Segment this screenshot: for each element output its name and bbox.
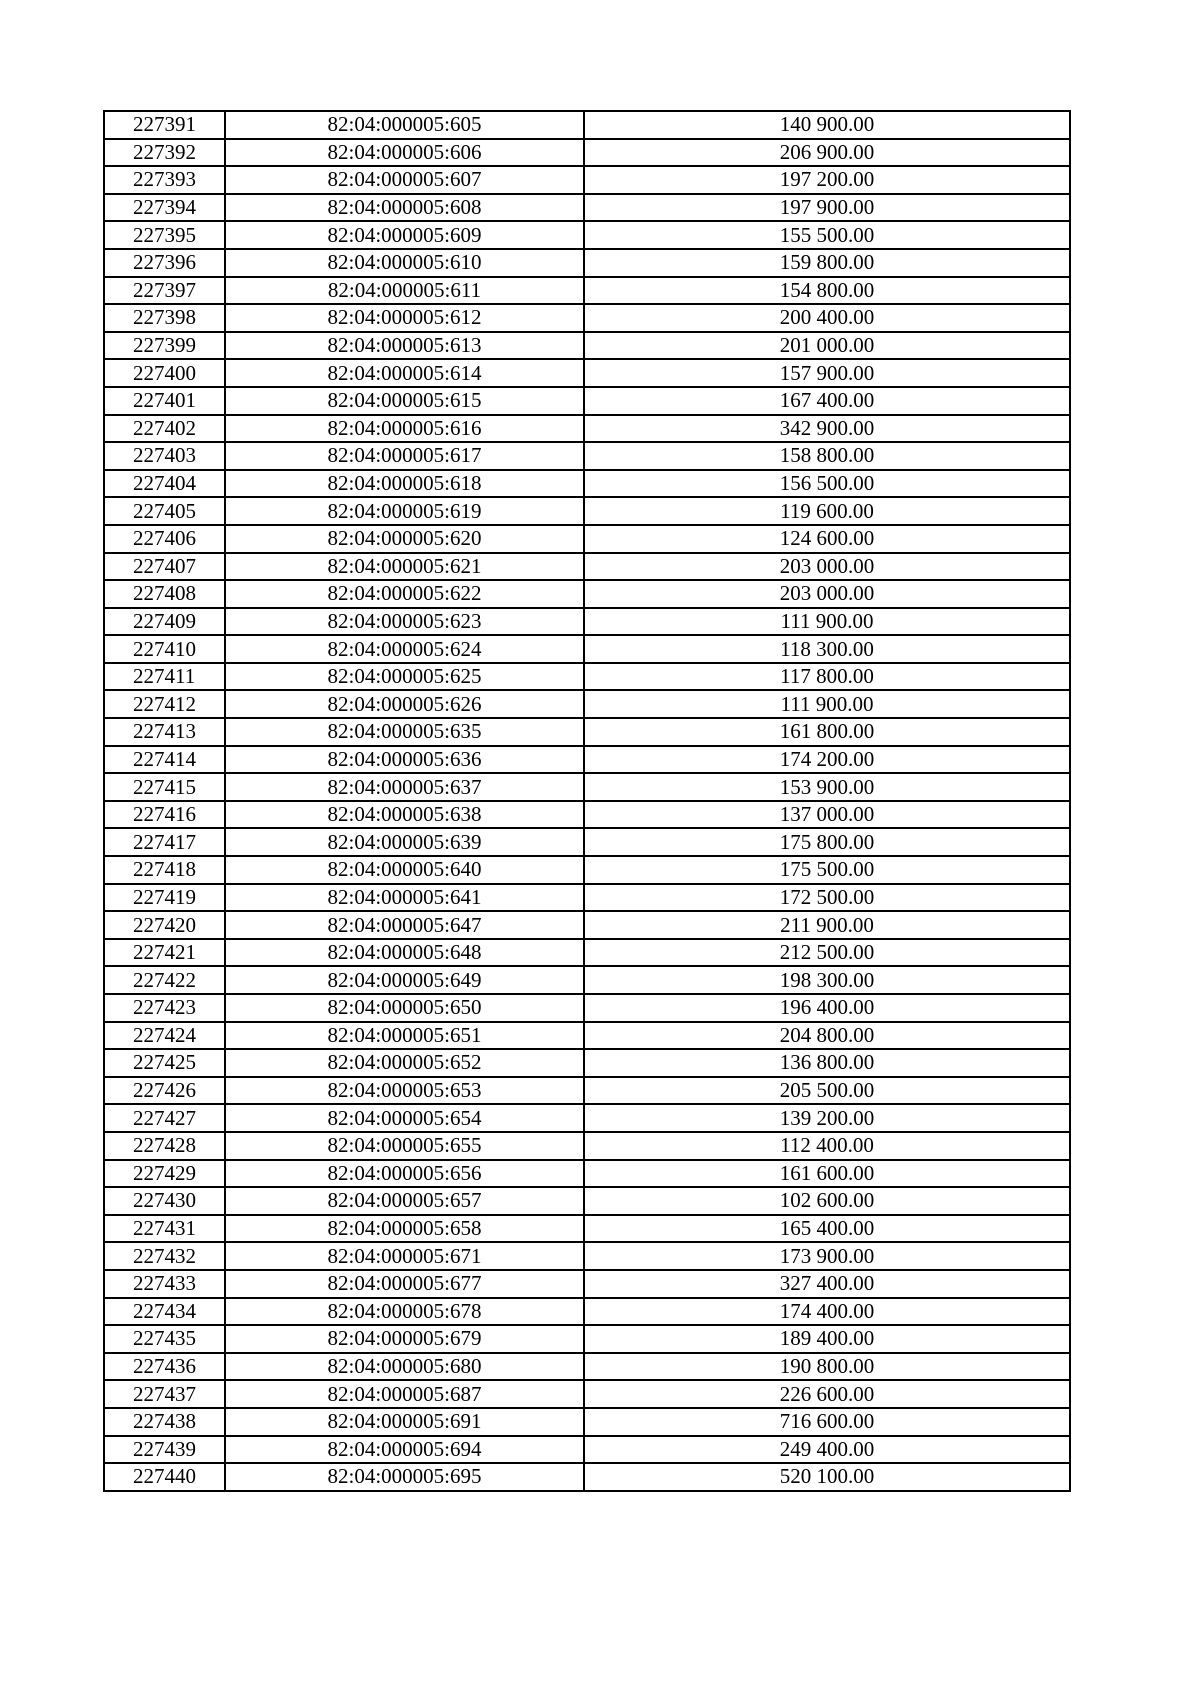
cadastral-value-cell: 167 400.00: [584, 387, 1070, 415]
row-number-cell: 227400: [104, 359, 225, 387]
row-number-cell: 227417: [104, 828, 225, 856]
row-number-cell: 227433: [104, 1270, 225, 1298]
cadastral-value-cell: 203 000.00: [584, 580, 1070, 608]
cadastral-number-cell: 82:04:000005:671: [225, 1242, 584, 1270]
cadastral-number-cell: 82:04:000005:679: [225, 1325, 584, 1353]
row-number-cell: 227428: [104, 1132, 225, 1160]
table-row: [104, 1242, 1070, 1270]
table-row: [104, 111, 1070, 139]
cadastral-number-cell: 82:04:000005:620: [225, 525, 584, 553]
row-number-cell: 227432: [104, 1242, 225, 1270]
row-number-cell: 227408: [104, 580, 225, 608]
table-row: [104, 1380, 1070, 1408]
cadastral-number-cell: 82:04:000005:638: [225, 801, 584, 829]
cadastral-number-cell: 82:04:000005:623: [225, 608, 584, 636]
cadastral-number-cell: 82:04:000005:649: [225, 966, 584, 994]
cadastral-number-cell: 82:04:000005:694: [225, 1436, 584, 1464]
table-row: [104, 277, 1070, 305]
cadastral-number-cell: 82:04:000005:647: [225, 911, 584, 939]
row-number-cell: 227393: [104, 166, 225, 194]
table-row: [104, 359, 1070, 387]
cadastral-number-cell: 82:04:000005:607: [225, 166, 584, 194]
row-number-cell: 227409: [104, 608, 225, 636]
table-row: [104, 1132, 1070, 1160]
table-row: [104, 1270, 1070, 1298]
row-number-cell: 227419: [104, 884, 225, 912]
row-number-cell: 227420: [104, 911, 225, 939]
row-number-cell: 227402: [104, 415, 225, 443]
row-number-cell: 227424: [104, 1022, 225, 1050]
cadastral-number-cell: 82:04:000005:605: [225, 111, 584, 139]
table-row: [104, 249, 1070, 277]
cadastral-number-cell: 82:04:000005:641: [225, 884, 584, 912]
row-number-cell: 227440: [104, 1463, 225, 1491]
cadastral-value-cell: 190 800.00: [584, 1353, 1070, 1381]
row-number-cell: 227435: [104, 1325, 225, 1353]
cadastral-value-cell: 156 500.00: [584, 470, 1070, 498]
cadastral-number-cell: 82:04:000005:656: [225, 1160, 584, 1188]
cadastral-number-cell: 82:04:000005:617: [225, 442, 584, 470]
cadastral-value-cell: 716 600.00: [584, 1408, 1070, 1436]
table-row: [104, 1298, 1070, 1326]
cadastral-value-cell: 196 400.00: [584, 994, 1070, 1022]
table-row: [104, 221, 1070, 249]
row-number-cell: 227391: [104, 111, 225, 139]
cadastral-number-cell: 82:04:000005:611: [225, 277, 584, 305]
cadastral-value-cell: 197 200.00: [584, 166, 1070, 194]
cadastral-number-cell: 82:04:000005:635: [225, 718, 584, 746]
table-row: [104, 994, 1070, 1022]
table-row: [104, 1077, 1070, 1105]
cadastral-value-cell: 327 400.00: [584, 1270, 1070, 1298]
table-row: [104, 966, 1070, 994]
table-row: [104, 1463, 1070, 1491]
cadastral-value-table: [103, 110, 1071, 1492]
cadastral-value-cell: 137 000.00: [584, 801, 1070, 829]
cadastral-number-cell: 82:04:000005:626: [225, 690, 584, 718]
cadastral-number-cell: 82:04:000005:651: [225, 1022, 584, 1050]
cadastral-number-cell: 82:04:000005:653: [225, 1077, 584, 1105]
cadastral-number-cell: 82:04:000005:648: [225, 939, 584, 967]
cadastral-value-cell: 175 800.00: [584, 828, 1070, 856]
cadastral-value-cell: 161 600.00: [584, 1160, 1070, 1188]
row-number-cell: 227399: [104, 332, 225, 360]
cadastral-number-cell: 82:04:000005:610: [225, 249, 584, 277]
cadastral-value-cell: 102 600.00: [584, 1187, 1070, 1215]
cadastral-value-cell: 119 600.00: [584, 497, 1070, 525]
row-number-cell: 227397: [104, 277, 225, 305]
cadastral-number-cell: 82:04:000005:637: [225, 773, 584, 801]
cadastral-value-cell: 204 800.00: [584, 1022, 1070, 1050]
table-row: [104, 801, 1070, 829]
cadastral-number-cell: 82:04:000005:612: [225, 304, 584, 332]
cadastral-number-cell: 82:04:000005:650: [225, 994, 584, 1022]
row-number-cell: 227404: [104, 470, 225, 498]
cadastral-value-cell: 200 400.00: [584, 304, 1070, 332]
table-row: [104, 828, 1070, 856]
cadastral-value-cell: 520 100.00: [584, 1463, 1070, 1491]
cadastral-number-cell: 82:04:000005:640: [225, 856, 584, 884]
table-row: [104, 1160, 1070, 1188]
table-row: [104, 1187, 1070, 1215]
cadastral-number-cell: 82:04:000005:622: [225, 580, 584, 608]
table-row: [104, 194, 1070, 222]
cadastral-value-cell: 342 900.00: [584, 415, 1070, 443]
cadastral-value-cell: 174 200.00: [584, 746, 1070, 774]
cadastral-number-cell: 82:04:000005:614: [225, 359, 584, 387]
row-number-cell: 227431: [104, 1215, 225, 1243]
table-row: [104, 139, 1070, 167]
row-number-cell: 227410: [104, 635, 225, 663]
cadastral-number-cell: 82:04:000005:625: [225, 663, 584, 691]
table-row: [104, 1022, 1070, 1050]
cadastral-number-cell: 82:04:000005:677: [225, 1270, 584, 1298]
row-number-cell: 227405: [104, 497, 225, 525]
table-row: [104, 1049, 1070, 1077]
cadastral-value-cell: 203 000.00: [584, 553, 1070, 581]
cadastral-value-cell: 175 500.00: [584, 856, 1070, 884]
row-number-cell: 227436: [104, 1353, 225, 1381]
cadastral-number-cell: 82:04:000005:678: [225, 1298, 584, 1326]
cadastral-number-cell: 82:04:000005:609: [225, 221, 584, 249]
cadastral-value-cell: 118 300.00: [584, 635, 1070, 663]
row-number-cell: 227398: [104, 304, 225, 332]
table-row: [104, 387, 1070, 415]
cadastral-number-cell: 82:04:000005:658: [225, 1215, 584, 1243]
cadastral-value-cell: 173 900.00: [584, 1242, 1070, 1270]
cadastral-number-cell: 82:04:000005:606: [225, 139, 584, 167]
cadastral-number-cell: 82:04:000005:618: [225, 470, 584, 498]
row-number-cell: 227423: [104, 994, 225, 1022]
cadastral-value-cell: 211 900.00: [584, 911, 1070, 939]
row-number-cell: 227407: [104, 553, 225, 581]
table-row: [104, 939, 1070, 967]
cadastral-value-cell: 111 900.00: [584, 608, 1070, 636]
table-row: [104, 580, 1070, 608]
cadastral-value-cell: 205 500.00: [584, 1077, 1070, 1105]
row-number-cell: 227412: [104, 690, 225, 718]
cadastral-value-cell: 249 400.00: [584, 1436, 1070, 1464]
row-number-cell: 227429: [104, 1160, 225, 1188]
row-number-cell: 227403: [104, 442, 225, 470]
row-number-cell: 227413: [104, 718, 225, 746]
table-row: [104, 746, 1070, 774]
table-row: [104, 525, 1070, 553]
table-row: [104, 166, 1070, 194]
table-row: [104, 884, 1070, 912]
table-row: [104, 1104, 1070, 1132]
cadastral-value-cell: 206 900.00: [584, 139, 1070, 167]
row-number-cell: 227418: [104, 856, 225, 884]
cadastral-value-cell: 158 800.00: [584, 442, 1070, 470]
table-row: [104, 690, 1070, 718]
row-number-cell: 227394: [104, 194, 225, 222]
row-number-cell: 227392: [104, 139, 225, 167]
cadastral-value-cell: 201 000.00: [584, 332, 1070, 360]
cadastral-number-cell: 82:04:000005:691: [225, 1408, 584, 1436]
cadastral-value-cell: 140 900.00: [584, 111, 1070, 139]
cadastral-number-cell: 82:04:000005:680: [225, 1353, 584, 1381]
row-number-cell: 227426: [104, 1077, 225, 1105]
cadastral-value-cell: 157 900.00: [584, 359, 1070, 387]
table-row: [104, 442, 1070, 470]
cadastral-value-cell: 112 400.00: [584, 1132, 1070, 1160]
cadastral-value-cell: 155 500.00: [584, 221, 1070, 249]
table-row: [104, 1353, 1070, 1381]
table-row: [104, 1325, 1070, 1353]
table-row: [104, 663, 1070, 691]
row-number-cell: 227415: [104, 773, 225, 801]
table-row: [104, 470, 1070, 498]
cadastral-number-cell: 82:04:000005:655: [225, 1132, 584, 1160]
table-row: [104, 415, 1070, 443]
cadastral-value-cell: 117 800.00: [584, 663, 1070, 691]
row-number-cell: 227427: [104, 1104, 225, 1132]
table-row: [104, 718, 1070, 746]
cadastral-number-cell: 82:04:000005:695: [225, 1463, 584, 1491]
cadastral-value-cell: 189 400.00: [584, 1325, 1070, 1353]
row-number-cell: 227406: [104, 525, 225, 553]
cadastral-value-cell: 165 400.00: [584, 1215, 1070, 1243]
cadastral-value-cell: 172 500.00: [584, 884, 1070, 912]
table-row: [104, 332, 1070, 360]
row-number-cell: 227434: [104, 1298, 225, 1326]
table-row: [104, 497, 1070, 525]
cadastral-value-cell: 226 600.00: [584, 1380, 1070, 1408]
cadastral-number-cell: 82:04:000005:624: [225, 635, 584, 663]
cadastral-number-cell: 82:04:000005:608: [225, 194, 584, 222]
row-number-cell: 227396: [104, 249, 225, 277]
cadastral-value-cell: 159 800.00: [584, 249, 1070, 277]
row-number-cell: 227439: [104, 1436, 225, 1464]
row-number-cell: 227395: [104, 221, 225, 249]
table-row: [104, 553, 1070, 581]
cadastral-number-cell: 82:04:000005:619: [225, 497, 584, 525]
row-number-cell: 227425: [104, 1049, 225, 1077]
cadastral-value-cell: 174 400.00: [584, 1298, 1070, 1326]
cadastral-number-cell: 82:04:000005:636: [225, 746, 584, 774]
row-number-cell: 227411: [104, 663, 225, 691]
cadastral-value-cell: 139 200.00: [584, 1104, 1070, 1132]
row-number-cell: 227438: [104, 1408, 225, 1436]
row-number-cell: 227416: [104, 801, 225, 829]
cadastral-number-cell: 82:04:000005:615: [225, 387, 584, 415]
table-row: [104, 635, 1070, 663]
cadastral-value-cell: 136 800.00: [584, 1049, 1070, 1077]
cadastral-value-cell: 124 600.00: [584, 525, 1070, 553]
table-body: [104, 111, 1070, 1491]
cadastral-value-cell: 198 300.00: [584, 966, 1070, 994]
table-row: [104, 1215, 1070, 1243]
cadastral-number-cell: 82:04:000005:657: [225, 1187, 584, 1215]
cadastral-value-cell: 212 500.00: [584, 939, 1070, 967]
cadastral-value-cell: 161 800.00: [584, 718, 1070, 746]
table-row: [104, 911, 1070, 939]
cadastral-value-cell: 197 900.00: [584, 194, 1070, 222]
table-row: [104, 773, 1070, 801]
row-number-cell: 227430: [104, 1187, 225, 1215]
table-row: [104, 1436, 1070, 1464]
row-number-cell: 227401: [104, 387, 225, 415]
cadastral-number-cell: 82:04:000005:687: [225, 1380, 584, 1408]
table-row: [104, 608, 1070, 636]
row-number-cell: 227437: [104, 1380, 225, 1408]
table-row: [104, 304, 1070, 332]
cadastral-number-cell: 82:04:000005:639: [225, 828, 584, 856]
table-row: [104, 1408, 1070, 1436]
row-number-cell: 227414: [104, 746, 225, 774]
row-number-cell: 227422: [104, 966, 225, 994]
cadastral-number-cell: 82:04:000005:654: [225, 1104, 584, 1132]
cadastral-number-cell: 82:04:000005:621: [225, 553, 584, 581]
cadastral-number-cell: 82:04:000005:652: [225, 1049, 584, 1077]
cadastral-value-cell: 111 900.00: [584, 690, 1070, 718]
row-number-cell: 227421: [104, 939, 225, 967]
cadastral-value-cell: 154 800.00: [584, 277, 1070, 305]
cadastral-number-cell: 82:04:000005:613: [225, 332, 584, 360]
cadastral-number-cell: 82:04:000005:616: [225, 415, 584, 443]
cadastral-value-cell: 153 900.00: [584, 773, 1070, 801]
table-row: [104, 856, 1070, 884]
